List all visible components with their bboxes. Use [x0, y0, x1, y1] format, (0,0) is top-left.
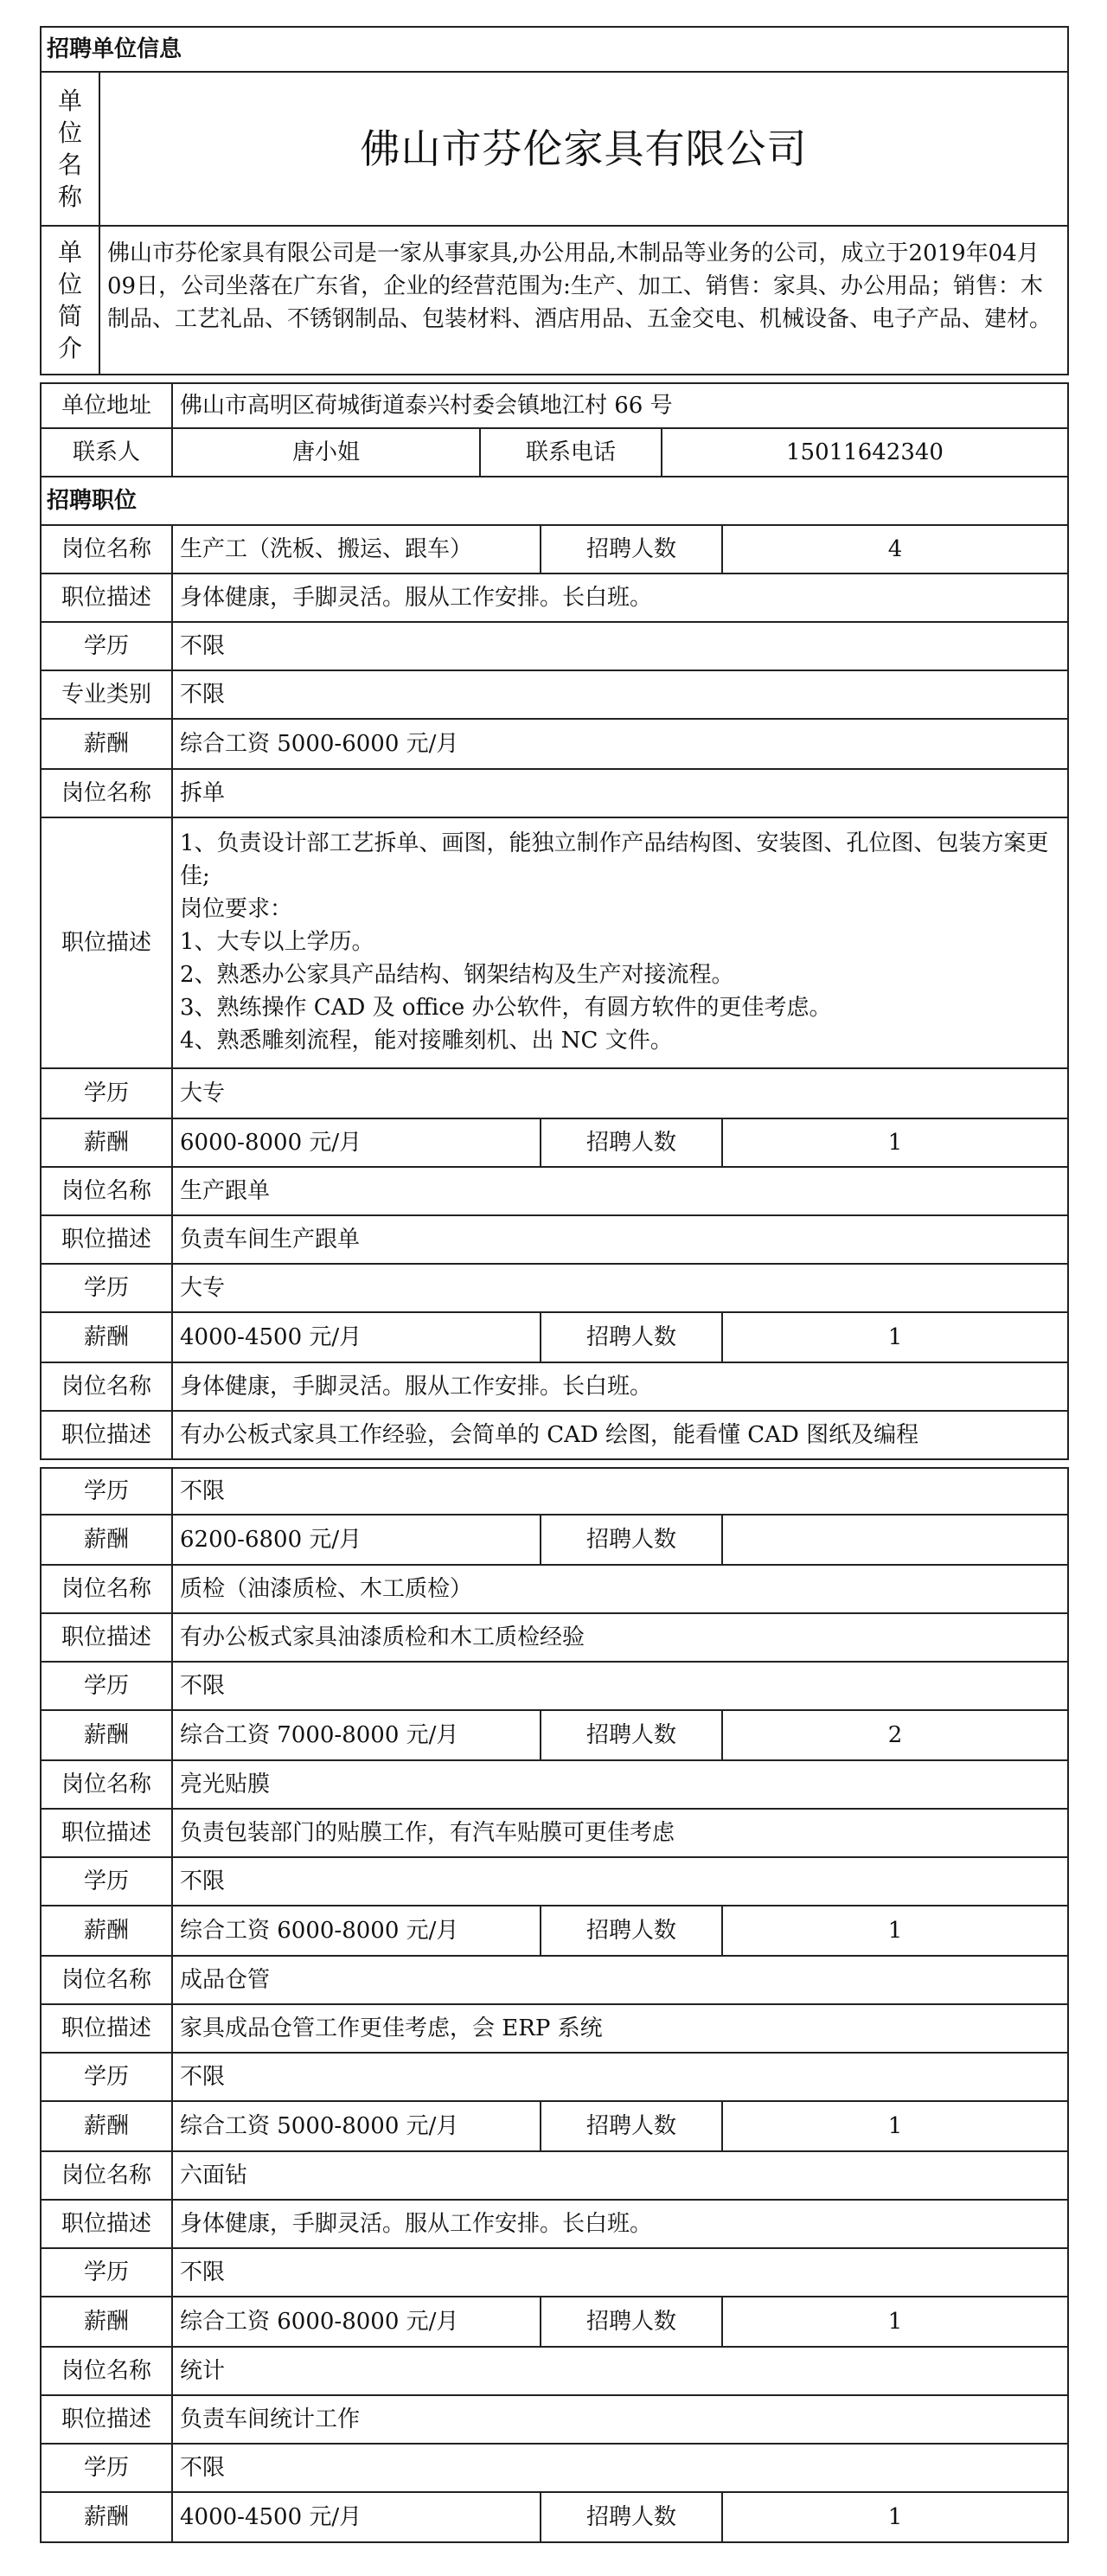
job-name-row — [40, 1566, 1069, 1614]
job-education-row — [40, 1663, 1069, 1711]
address-value: 佛山市高明区荷城街道泰兴村委会镇地江村 66 号 — [171, 384, 1067, 427]
major-value: 不限 — [171, 671, 1067, 718]
job-desc-row — [40, 2201, 1069, 2249]
job-education-row — [40, 2445, 1069, 2493]
job-salary-row — [40, 1711, 1069, 1761]
duty-value: 家具成品仓管工作更佳考虑，会 ERP 系统 — [171, 2005, 1067, 2052]
headcount-label: 招聘人数 — [540, 1119, 721, 1166]
duty-label: 职位描述 — [61, 1227, 151, 1253]
salary-label: 薪酬 — [83, 1722, 129, 1748]
company-name: 佛山市芬伦家具有限公司 — [99, 73, 1067, 225]
job-education-row — [40, 1467, 1069, 1515]
education-label: 学历 — [83, 2259, 129, 2285]
contact-value: 唐小姐 — [171, 429, 479, 476]
education-value: 不限 — [171, 2249, 1067, 2296]
job-desc-row — [40, 1614, 1069, 1663]
phone-value: 15011642340 — [661, 429, 1067, 476]
job-salary-row — [40, 2493, 1069, 2543]
salary-label: 薪酬 — [83, 1130, 129, 1156]
headcount-label: 招聘人数 — [540, 526, 721, 573]
headcount-label: 招聘人数 — [540, 2102, 721, 2150]
duty-value: 负责包装部门的贴膜工作，有汽车贴膜可更佳考虑 — [171, 1810, 1067, 1856]
post-name-label: 岗位名称 — [61, 1967, 151, 1993]
contact-label: 联系人 — [72, 439, 140, 465]
job-salary-row — [40, 1906, 1069, 1957]
duty-label: 职位描述 — [61, 930, 151, 956]
education-value: 大专 — [171, 1265, 1067, 1311]
salary-value: 综合工资 5000-8000 元/月 — [171, 2102, 540, 2150]
job-name-row — [40, 1168, 1069, 1216]
job-education-row — [40, 1265, 1069, 1313]
address-label: 单位地址 — [61, 393, 151, 419]
education-label: 学历 — [83, 1478, 129, 1504]
post-name-value: 统计 — [171, 2348, 1067, 2394]
duty-label: 职位描述 — [61, 1422, 151, 1448]
post-name-label: 岗位名称 — [61, 1772, 151, 1797]
education-value: 不限 — [171, 2054, 1067, 2100]
job-salary-row — [40, 720, 1069, 770]
post-name-value: 亮光贴膜 — [171, 1761, 1067, 1808]
company-name-label: 单 位 名 称 — [57, 87, 82, 211]
post-name-value: 六面钻 — [171, 2152, 1067, 2199]
education-value: 大专 — [171, 1069, 1067, 1118]
contact-row — [40, 429, 1069, 477]
education-label: 学历 — [83, 1673, 129, 1699]
headcount-value: 1 — [721, 2297, 1067, 2346]
job-desc-row — [40, 2396, 1069, 2445]
post-name-value: 生产工（洗板、搬运、跟车） — [171, 526, 540, 573]
duty-value: 身体健康，手脚灵活。服从工作安排。长白班。 — [171, 574, 1067, 621]
company-intro-label: 单 位 简 介 — [57, 238, 82, 362]
education-label: 学历 — [83, 633, 129, 659]
section-title: 招聘职位 — [47, 488, 138, 514]
post-name-label: 岗位名称 — [61, 536, 151, 562]
salary-value: 综合工资 7000-8000 元/月 — [171, 1711, 540, 1759]
duty-label: 职位描述 — [61, 1624, 151, 1650]
duty-value: 身体健康，手脚灵活。服从工作安排。长白班。 — [171, 2201, 1067, 2247]
duty-value: 有办公板式家具油漆质检和木工质检经验 — [171, 1614, 1067, 1661]
post-name-value: 生产跟单 — [171, 1168, 1067, 1214]
job-salary-row — [40, 2102, 1069, 2152]
job-salary-row — [40, 1313, 1069, 1363]
salary-label: 薪酬 — [83, 731, 129, 757]
post-name-label: 岗位名称 — [61, 780, 151, 806]
headcount-value: 1 — [721, 1906, 1067, 1955]
post-name-value: 拆单 — [171, 770, 1067, 817]
company-intro: 佛山市芬伦家具有限公司是一家从事家具,办公用品,木制品等业务的公司，成立于2019年04月09日，公司坐落在广东省，企业的经营范围为:生产、加工、销售：家具、办公用品；销售：木制品、工艺礼品、不锈钢制品、包装材料、酒店用品、五金交电、机械设备、电子产品、建材。 — [99, 227, 1067, 374]
education-label: 学历 — [83, 2455, 129, 2481]
education-value: 不限 — [171, 2445, 1067, 2491]
post-name-value: 质检（油漆质检、木工质检） — [171, 1566, 1067, 1612]
salary-label: 薪酬 — [83, 2113, 129, 2139]
post-name-label: 岗位名称 — [61, 2163, 151, 2188]
headcount-label: 招聘人数 — [540, 1711, 721, 1759]
duty-value: 1、负责设计部工艺拆单、画图，能独立制作产品结构图、安装图、孔位图、包装方案更佳; 岗位要求： 1、大专以上学历。 2、熟悉办公家具产品结构、钢架结构及生产对接流程。 3、熟练操作 CAD 及 office 办公软件，有圆方软件的更佳考虑。 4、熟悉雕刻流程，能对接雕刻机、出 NC 文件。 — [171, 818, 1067, 1067]
post-name-label: 岗位名称 — [61, 1576, 151, 1602]
duty-value: 有办公板式家具工作经验，会简单的 CAD 绘图，能看懂 CAD 图纸及编程 — [171, 1412, 1067, 1458]
salary-value: 6200-6800 元/月 — [171, 1515, 540, 1564]
address-row — [40, 382, 1069, 429]
company-section-header — [40, 26, 1069, 73]
job-education-row — [40, 2054, 1069, 2102]
salary-label: 薪酬 — [83, 1918, 129, 1944]
jobs-section-header — [40, 477, 1069, 526]
phone-label: 联系电话 — [479, 429, 661, 476]
post-name-label: 岗位名称 — [61, 2358, 151, 2384]
duty-label: 职位描述 — [61, 2406, 151, 2432]
duty-value: 负责车间生产跟单 — [171, 1216, 1067, 1263]
salary-label: 薪酬 — [83, 1324, 129, 1350]
job-education-row — [40, 623, 1069, 671]
headcount-value: 1 — [721, 2493, 1067, 2541]
headcount-label: 招聘人数 — [540, 1906, 721, 1955]
education-label: 学历 — [83, 1275, 129, 1301]
headcount-label: 招聘人数 — [540, 2493, 721, 2541]
recruitment-document — [40, 26, 1069, 2543]
job-name-row — [40, 1957, 1069, 2005]
job-major-row — [40, 671, 1069, 720]
salary-value: 综合工资 5000-6000 元/月 — [171, 720, 1067, 768]
major-label: 专业类别 — [61, 682, 151, 708]
company-intro-row — [40, 227, 1069, 375]
post-name-label: 岗位名称 — [61, 1178, 151, 1204]
headcount-value: 2 — [721, 1711, 1067, 1759]
headcount-value: 1 — [721, 1119, 1067, 1166]
section-title: 招聘单位信息 — [47, 36, 182, 62]
education-value: 不限 — [171, 1469, 1067, 1514]
post-name-value: 身体健康，手脚灵活。服从工作安排。长白班。 — [171, 1363, 1067, 1410]
headcount-value — [721, 1515, 1067, 1564]
headcount-value: 1 — [721, 1313, 1067, 1362]
salary-label: 薪酬 — [83, 1527, 129, 1553]
job-salary-row — [40, 1119, 1069, 1168]
job-desc-row — [40, 1412, 1069, 1460]
job-education-row — [40, 2249, 1069, 2297]
education-label: 学历 — [83, 1080, 129, 1106]
job-name-row — [40, 1761, 1069, 1810]
job-education-row — [40, 1069, 1069, 1119]
duty-label: 职位描述 — [61, 2211, 151, 2237]
headcount-value: 1 — [721, 2102, 1067, 2150]
duty-label: 职位描述 — [61, 2015, 151, 2041]
job-education-row — [40, 1858, 1069, 1906]
education-value: 不限 — [171, 623, 1067, 670]
salary-value: 综合工资 6000-8000 元/月 — [171, 2297, 540, 2346]
job-desc-row — [40, 818, 1069, 1069]
company-name-row — [40, 73, 1069, 227]
salary-label: 薪酬 — [83, 2309, 129, 2335]
salary-value: 综合工资 6000-8000 元/月 — [171, 1906, 540, 1955]
job-salary-row — [40, 1515, 1069, 1566]
duty-label: 职位描述 — [61, 1820, 151, 1846]
job-name-row — [40, 526, 1069, 574]
job-name-row — [40, 1363, 1069, 1412]
education-label: 学历 — [83, 1868, 129, 1894]
job-desc-row — [40, 574, 1069, 623]
job-desc-row — [40, 1810, 1069, 1858]
headcount-label: 招聘人数 — [540, 1313, 721, 1362]
job-name-row — [40, 2152, 1069, 2201]
education-value: 不限 — [171, 1858, 1067, 1905]
education-label: 学历 — [83, 2064, 129, 2090]
post-name-value: 成品仓管 — [171, 1957, 1067, 2003]
job-desc-row — [40, 1216, 1069, 1265]
post-name-label: 岗位名称 — [61, 1374, 151, 1400]
salary-label: 薪酬 — [83, 2504, 129, 2530]
duty-value: 负责车间统计工作 — [171, 2396, 1067, 2443]
job-desc-row — [40, 2005, 1069, 2054]
job-name-row — [40, 770, 1069, 818]
headcount-label: 招聘人数 — [540, 2297, 721, 2346]
headcount-label: 招聘人数 — [540, 1515, 721, 1564]
education-value: 不限 — [171, 1663, 1067, 1709]
headcount-value: 4 — [721, 526, 1067, 573]
salary-value: 4000-4500 元/月 — [171, 1313, 540, 1362]
salary-value: 6000-8000 元/月 — [171, 1119, 540, 1166]
job-name-row — [40, 2348, 1069, 2396]
duty-label: 职位描述 — [61, 585, 151, 611]
salary-value: 4000-4500 元/月 — [171, 2493, 540, 2541]
job-salary-row — [40, 2297, 1069, 2348]
